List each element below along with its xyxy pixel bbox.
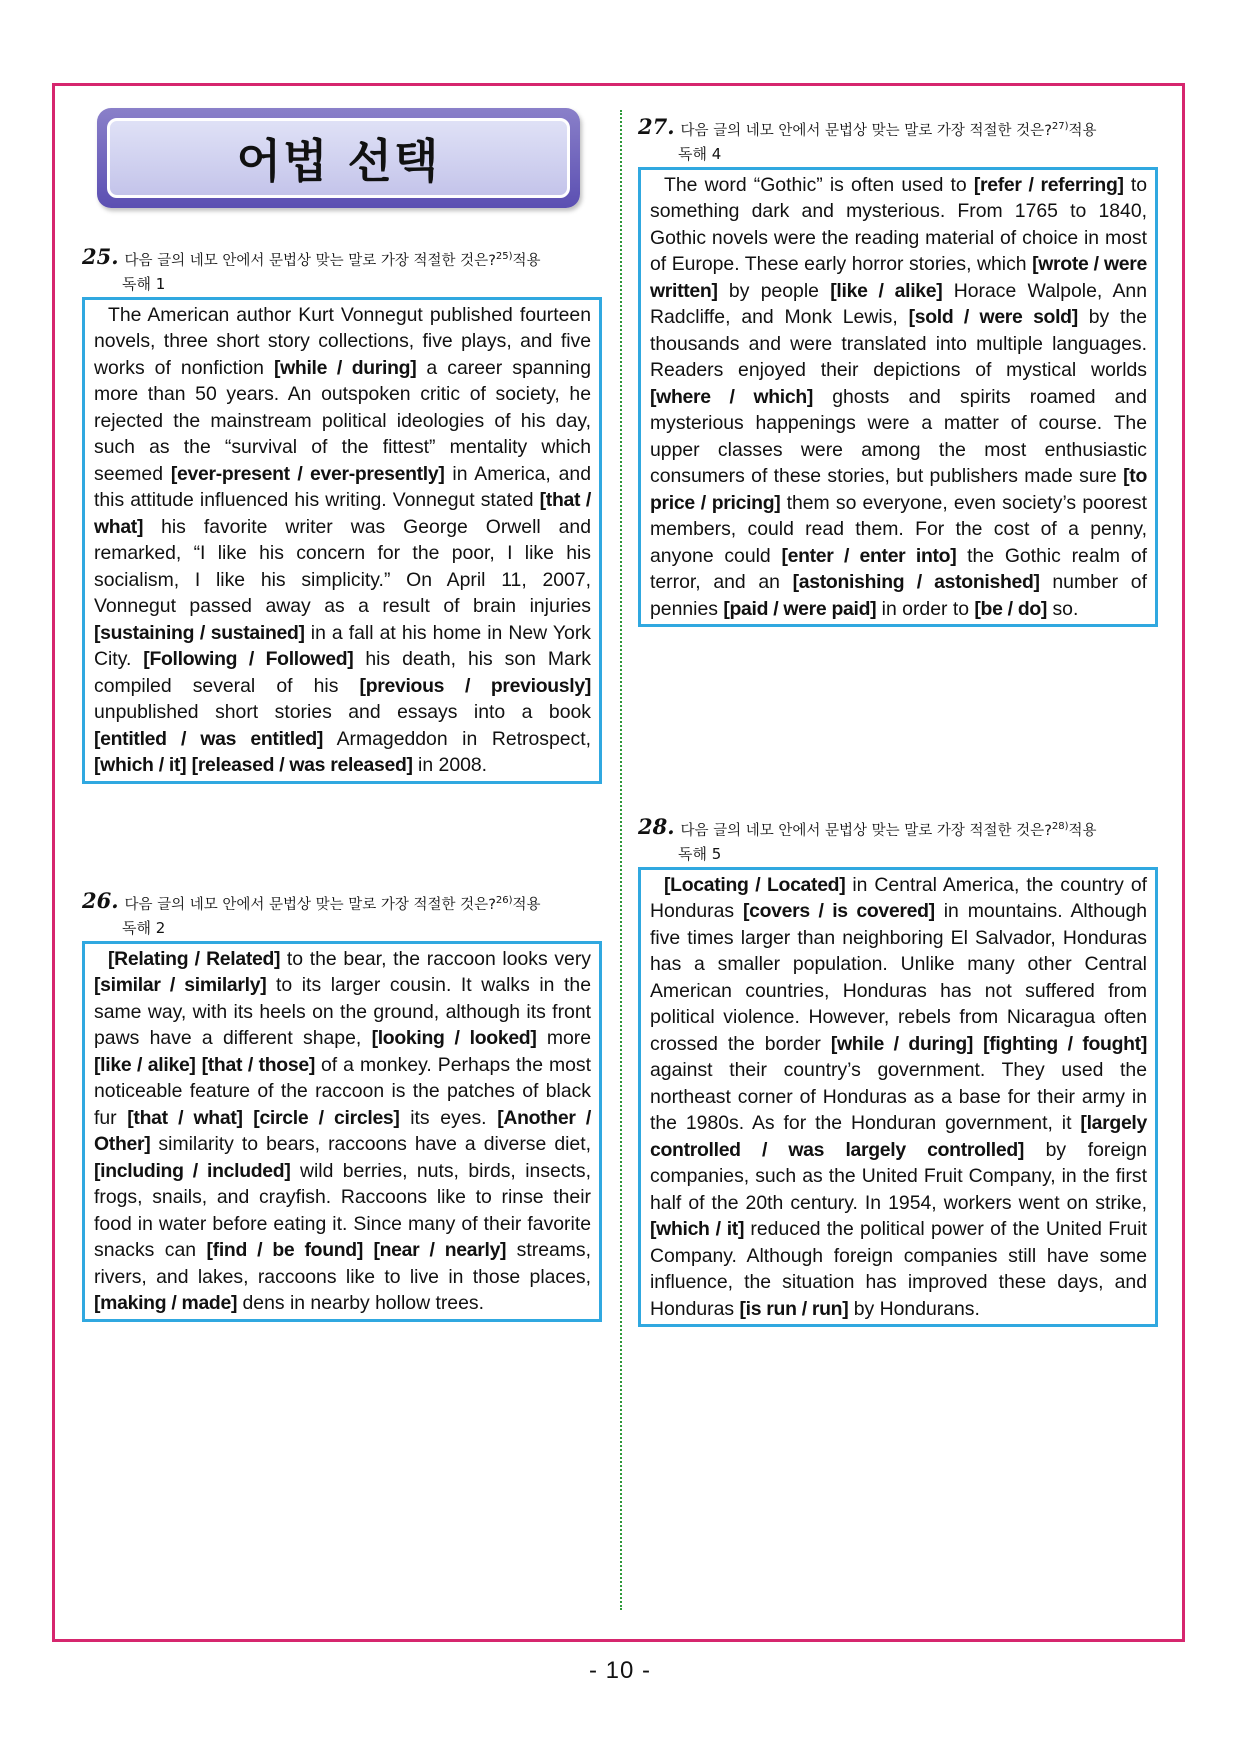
- grammar-choice: [previous / previously]: [359, 674, 591, 697]
- question-instruction: 다음 글의 네모 안에서 문법상 맞는 말로 가장 적절한 것은?$^{26)}$적용: [124, 895, 541, 913]
- passage-text: dens in nearby hollow trees.: [237, 1292, 484, 1315]
- passage-text: in Central America, the country of Honduras: [650, 873, 1147, 923]
- grammar-choice: [while / during]: [830, 1032, 974, 1055]
- question-tag: 적용: [1068, 822, 1097, 839]
- passage-text: in America, and this attitude influenced his writing. Vonnegut stated: [94, 462, 591, 512]
- question-source: 독해 1: [122, 274, 166, 293]
- grammar-choice: [ever-present / ever-presently]: [170, 462, 445, 485]
- grammar-choice: [that / what]: [127, 1106, 243, 1129]
- grammar-choice: [Following / Followed]: [143, 648, 354, 671]
- question-source: 독해 5: [678, 844, 722, 863]
- grammar-choice: [making / made]: [94, 1292, 238, 1315]
- grammar-choice: [circle / circles]: [253, 1106, 400, 1129]
- grammar-choice: [enter / enter into]: [781, 544, 957, 567]
- grammar-choice: [be / do]: [974, 597, 1048, 620]
- grammar-choice: [like / alike]: [830, 279, 943, 302]
- passage-text: unpublished short stories and essays into a book: [94, 701, 591, 724]
- passage-text: Horace Walpole, Ann Radcliffe, and Monk Lewis,: [650, 279, 1148, 329]
- question-number: 27.: [638, 114, 675, 139]
- passage-text: so.: [1047, 597, 1079, 620]
- passage-text: in order to: [876, 597, 975, 620]
- grammar-choice: [which / it]: [94, 754, 187, 777]
- passage-text: by the thousands and were translated into multiple languages. Readers enjoyed their depictions of mystical worlds: [650, 306, 1147, 382]
- passage-text: its eyes.: [399, 1106, 498, 1129]
- grammar-choice: [that / what]: [94, 489, 591, 538]
- passage-text: his death, his son Mark compiled several of his: [94, 648, 591, 697]
- question-28: [638, 816, 1158, 1327]
- passage-box: [638, 167, 1158, 628]
- grammar-choice: [astonishing / astonished]: [792, 571, 1040, 594]
- grammar-choice: [Another / Other]: [94, 1106, 592, 1156]
- grammar-choice: [Relating / Related]: [108, 947, 281, 970]
- passage-text: [243, 1107, 254, 1129]
- grammar-choice: [fighting / fought]: [983, 1032, 1147, 1055]
- column-divider: [620, 110, 622, 1610]
- grammar-choice: [Locating / Located]: [664, 873, 846, 896]
- footnote-marker: 26): [495, 895, 513, 906]
- grammar-choice: [like / alike]: [94, 1053, 196, 1076]
- passage-text: Armageddon in Retrospect,: [323, 727, 591, 750]
- passage-text: [363, 1239, 373, 1261]
- grammar-choice: [paid / were paid]: [723, 597, 877, 620]
- passage-text: reduced the political power of the United Fruit Company. Although foreign companies still have some influence, the situation has improved these days, and Honduras: [650, 1218, 1148, 1320]
- grammar-choice: [including / included]: [94, 1159, 291, 1182]
- question-header: [638, 816, 1158, 842]
- passage-text: a career spanning more than 50 years. An outspoken critic of society, he rejected the mainstream political ideologies of his day, such as the “survival of the fittest” mentality which seemed: [94, 356, 591, 485]
- grammar-choice: [which / it]: [650, 1218, 745, 1241]
- grammar-choice: [find / be found]: [206, 1239, 364, 1262]
- passage-text: to its larger cousin. It walks in the same way, with its heels on the ground, although its front paws have a different shape,: [94, 974, 591, 1050]
- question-source: 독해 4: [678, 144, 722, 163]
- passage-text: similarity to bears, raccoons have a diverse diet,: [150, 1133, 591, 1156]
- passage-text: against their country’s government. They used the northeast corner of Honduras as a base for their army in the 1980s. As for the Honduran government, it: [650, 1059, 1147, 1135]
- grammar-choice: [sold / were sold]: [908, 306, 1078, 329]
- grammar-choice: [covers / is covered]: [743, 900, 935, 923]
- section-title-inner: [107, 118, 570, 198]
- question-27: [638, 116, 1158, 627]
- question-instruction: 다음 글의 네모 안에서 문법상 맞는 말로 가장 적절한 것은?$^{27)}$적용: [680, 121, 1097, 139]
- passage-text: more: [536, 1027, 591, 1050]
- footnote-marker: 25): [495, 251, 513, 262]
- footnote-marker: 27): [1051, 121, 1069, 132]
- grammar-choice: [sustaining / sustained]: [94, 621, 305, 644]
- question-instruction: 다음 글의 네모 안에서 문법상 맞는 말로 가장 적절한 것은?$^{25)}$적용: [124, 251, 541, 269]
- question-header: [82, 890, 602, 916]
- passage-text: ghosts and spirits roamed and mysterious happenings were a matter of course. The upper classes were among the most enthusiastic consumers of these stories, but publishers made sure: [650, 385, 1148, 488]
- grammar-choice: [where / which]: [650, 385, 814, 408]
- passage-text: streams, rivers, and lakes, raccoons like to live in those places,: [94, 1239, 591, 1288]
- question-tag: 적용: [1068, 122, 1097, 139]
- grammar-choice: [looking / looked]: [371, 1027, 537, 1050]
- passage-text: in a fall at his home in New York City.: [94, 621, 591, 671]
- passage-text: of a monkey. Perhaps the most noticeable feature of the raccoon is the patches of black fur: [94, 1053, 592, 1129]
- question-26: [82, 890, 602, 1322]
- passage-text: in mountains. Although five times larger than neighboring El Salvador, Honduras has a smaller population. Unlike many other Central American countries, Honduras has not suffered from political violence. However, rebels from Nicaragua often crossed the border: [650, 900, 1147, 1055]
- section-title-badge: [97, 108, 580, 208]
- grammar-choice: [released / was released]: [191, 754, 413, 777]
- grammar-choice: [largely controlled / was largely controlled]: [650, 1112, 1147, 1161]
- question-tag: 적용: [512, 252, 541, 269]
- grammar-choice: [that / those]: [201, 1053, 315, 1076]
- question-tag: 적용: [512, 896, 541, 913]
- passage-text: The American author Kurt Vonnegut published fourteen novels, three short story collections, five plays, and five works of nonfiction: [94, 303, 591, 379]
- passage-text: by people: [717, 279, 831, 302]
- grammar-choice: [wrote / were written]: [650, 253, 1147, 302]
- passage-text: in 2008.: [412, 754, 488, 777]
- passage-text: [973, 1033, 983, 1055]
- grammar-choice: [refer / referring]: [973, 173, 1124, 196]
- grammar-choice: [entitled / was entitled]: [94, 727, 324, 750]
- passage-box: [82, 297, 602, 784]
- question-number: 26.: [82, 888, 119, 913]
- passage-text: his favorite writer was George Orwell and remarked, “I like his concern for the poor, I like his socialism, I like his simplicity.” On April 11, 2007, Vonnegut passed away as a result of brain injuries: [94, 515, 591, 618]
- passage-text: to the bear, the raccoon looks very: [280, 947, 591, 970]
- grammar-choice: [while / during]: [273, 356, 417, 379]
- question-header: [82, 246, 602, 272]
- passage-text: them so everyone, even society’s poorest members, could read them. For the cost of a penny, anyone could: [650, 491, 1147, 567]
- grammar-choice: [is run / run]: [739, 1297, 849, 1320]
- passage-text: wild berries, nuts, birds, insects, frogs, snails, and crayfish. Raccoons like to rinse their food in water before eating it. Since many of their favorite snacks can: [94, 1159, 591, 1262]
- question-source: 독해 2: [122, 918, 166, 937]
- question-header: [638, 116, 1158, 142]
- grammar-choice: [similar / similarly]: [94, 974, 267, 997]
- passage-text: the Gothic realm of terror, and an: [650, 544, 1147, 594]
- passage-text: number of pennies: [650, 571, 1147, 620]
- footnote-marker: 28): [1051, 821, 1069, 832]
- grammar-choice: [near / nearly]: [373, 1239, 507, 1262]
- question-instruction: 다음 글의 네모 안에서 문법상 맞는 말로 가장 적절한 것은?$^{28)}$적용: [680, 821, 1097, 839]
- grammar-choice: [to price / pricing]: [650, 465, 1147, 514]
- question-25: [82, 246, 602, 784]
- page-number: - 10 -: [588, 1657, 651, 1684]
- passage-text: by Hondurans.: [848, 1297, 980, 1320]
- section-title: 어법 선택: [236, 134, 441, 188]
- passage-box: [638, 867, 1158, 1328]
- question-number: 28.: [638, 814, 675, 839]
- passage-text: by foreign companies, such as the United Fruit Company, in the first half of the 20th century. In 1954, workers went on strike,: [650, 1138, 1148, 1214]
- passage-box: [82, 941, 602, 1322]
- passage-text: The word “Gothic” is often used to: [664, 173, 974, 196]
- question-number: 25.: [82, 244, 119, 269]
- passage-text: to something dark and mysterious. From 1765 to 1840, Gothic novels were the reading material of choice in most of Europe. These early horror stories, which: [650, 173, 1147, 276]
